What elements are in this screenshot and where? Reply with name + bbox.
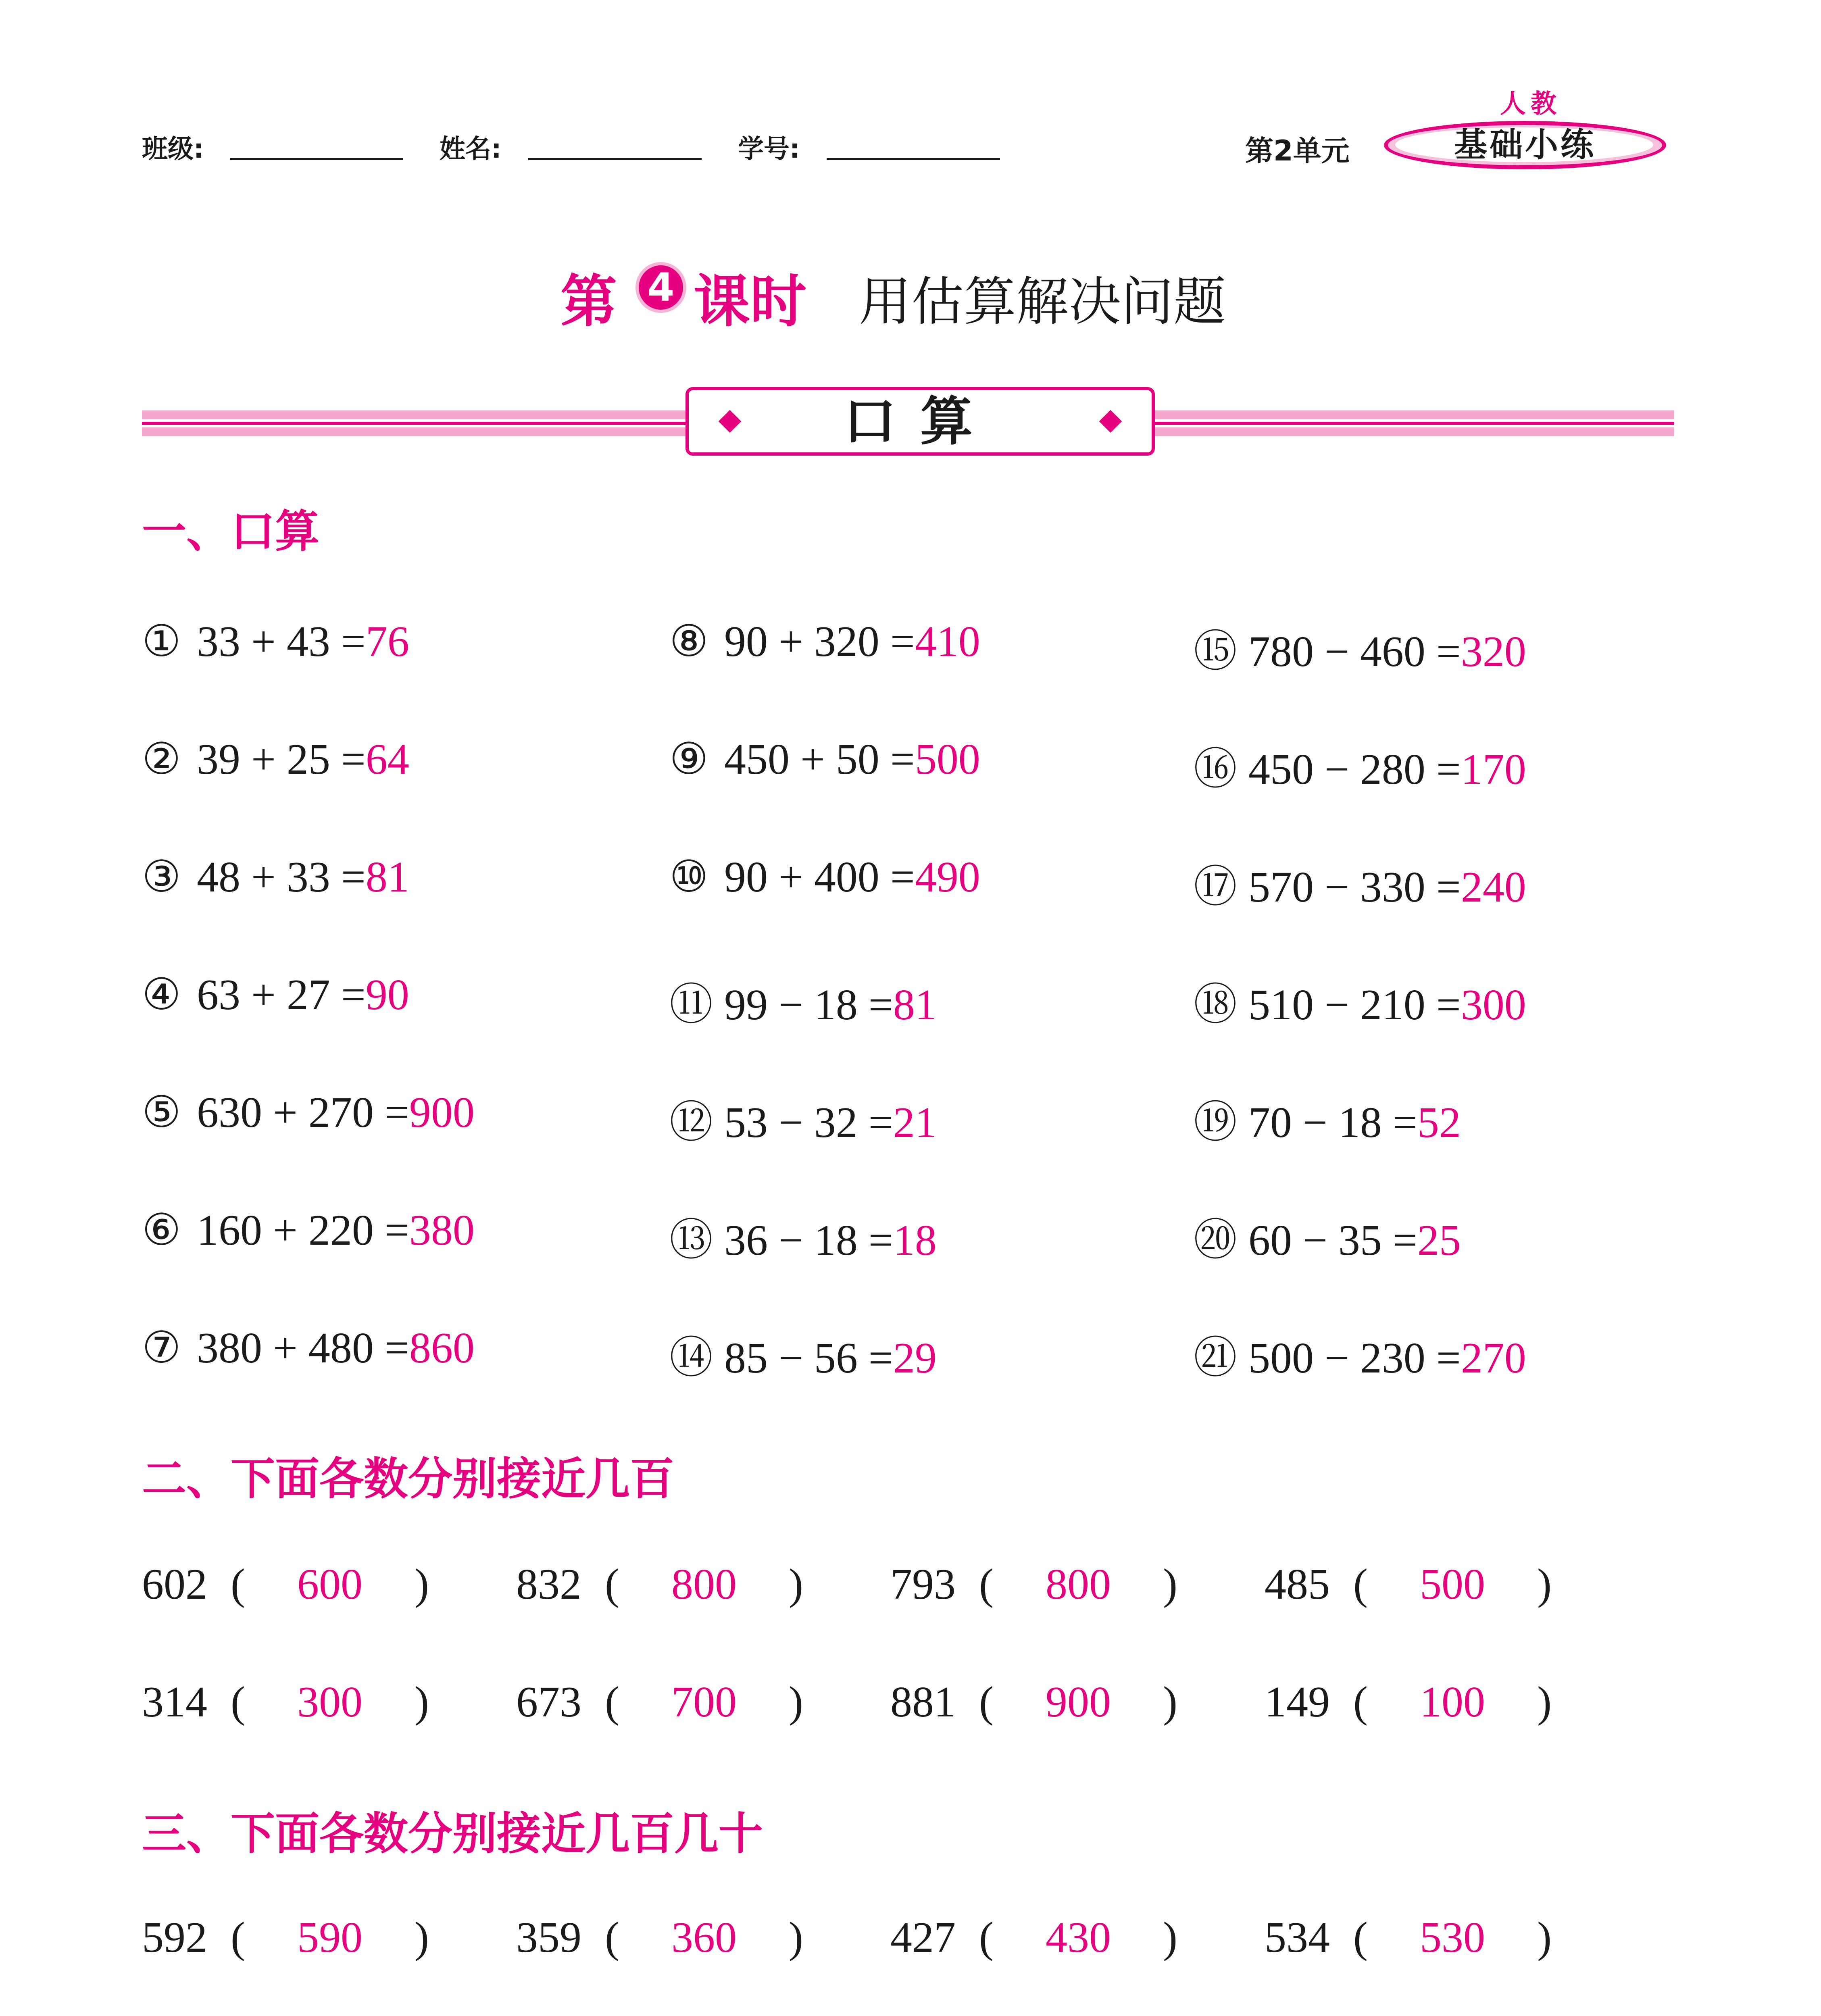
answer[interactable]: 81 <box>893 981 937 1029</box>
arithmetic-item <box>669 1322 937 1385</box>
left-paren: ( <box>605 1914 619 1962</box>
arithmetic-item <box>1194 734 1526 796</box>
question: 450 − 280 = <box>1248 746 1461 793</box>
item-index: ⑫ <box>669 1099 713 1147</box>
answer[interactable]: 500 <box>915 735 980 783</box>
name-field[interactable] <box>528 134 702 160</box>
right-paren: ) <box>788 1914 803 1962</box>
approximation-item <box>1265 1913 1552 1963</box>
number: 832 <box>516 1560 581 1608</box>
arithmetic-item <box>1194 1322 1526 1385</box>
class-field[interactable] <box>230 134 403 160</box>
left-paren: ( <box>1353 1678 1368 1726</box>
question: 90 + 320 = <box>724 618 915 666</box>
answer[interactable]: 18 <box>893 1216 937 1264</box>
answer-blank[interactable]: 800 <box>1045 1560 1111 1608</box>
question: 33 + 43 = <box>197 618 366 666</box>
left-paren: ( <box>231 1560 245 1608</box>
question: 36 − 18 = <box>724 1216 893 1264</box>
item-index: ⑪ <box>669 981 713 1029</box>
arithmetic-item <box>669 616 980 667</box>
question: 39 + 25 = <box>197 735 366 783</box>
answer[interactable]: 300 <box>1461 981 1526 1029</box>
left-paren: ( <box>979 1560 994 1608</box>
number: 592 <box>142 1914 207 1962</box>
answer[interactable]: 52 <box>1417 1099 1461 1147</box>
item-index: ⑯ <box>1194 746 1238 793</box>
class-label: 班级: <box>142 134 204 164</box>
answer-blank[interactable]: 590 <box>297 1914 363 1962</box>
arithmetic-item <box>142 1205 475 1256</box>
answer[interactable]: 25 <box>1417 1216 1461 1264</box>
number: 881 <box>890 1678 956 1726</box>
question: 90 + 400 = <box>724 853 915 901</box>
right-paren: ) <box>1163 1678 1177 1726</box>
item-index: ① <box>142 618 181 666</box>
answer[interactable]: 860 <box>409 1324 475 1372</box>
question: 780 − 460 = <box>1248 628 1461 676</box>
lesson-prefix: 第 <box>560 269 617 335</box>
student-number-label: 学号: <box>738 134 800 164</box>
question: 160 + 220 = <box>197 1206 409 1254</box>
lesson-topic: 用估算解决问题 <box>859 271 1226 332</box>
lesson-number-badge: 4 <box>635 262 686 313</box>
question: 570 − 330 = <box>1248 863 1461 911</box>
item-index: ⑨ <box>669 735 708 783</box>
approximation-item <box>516 1677 803 1727</box>
approximation-item <box>1265 1560 1552 1610</box>
item-index: ③ <box>142 853 181 901</box>
left-paren: ( <box>605 1560 619 1608</box>
question: 510 − 210 = <box>1248 981 1461 1029</box>
approximation-item <box>890 1677 1177 1727</box>
answer[interactable]: 410 <box>915 618 980 666</box>
item-index: ⑳ <box>1194 1216 1238 1264</box>
arithmetic-item <box>142 734 409 785</box>
answer-blank[interactable]: 430 <box>1045 1914 1111 1962</box>
left-paren: ( <box>979 1914 994 1962</box>
arithmetic-item <box>669 734 980 785</box>
left-paren: ( <box>605 1678 619 1726</box>
number: 534 <box>1265 1914 1330 1962</box>
left-paren: ( <box>231 1678 245 1726</box>
approximation-item <box>890 1913 1177 1963</box>
left-paren: ( <box>979 1678 994 1726</box>
answer-blank[interactable]: 100 <box>1419 1678 1485 1726</box>
item-index: ⑬ <box>669 1216 713 1264</box>
answer[interactable]: 270 <box>1461 1334 1526 1382</box>
arithmetic-item <box>142 969 409 1020</box>
answer[interactable]: 21 <box>893 1099 937 1147</box>
arithmetic-item <box>142 616 409 667</box>
answer-blank[interactable]: 530 <box>1419 1914 1485 1962</box>
section-1-title: 一、口算 <box>142 506 319 557</box>
question: 70 − 18 = <box>1248 1099 1417 1147</box>
arithmetic-item <box>669 852 980 902</box>
right-paren: ) <box>788 1678 803 1726</box>
answer[interactable]: 320 <box>1461 628 1526 676</box>
name-label: 姓名: <box>440 134 502 164</box>
arithmetic-item <box>1194 1205 1461 1267</box>
item-index: ⑦ <box>142 1324 181 1372</box>
arithmetic-item <box>669 1205 937 1267</box>
brand-publisher: 人教 <box>1500 89 1561 119</box>
lesson-suffix: 课时 <box>694 269 807 335</box>
answer-blank[interactable]: 500 <box>1419 1560 1485 1608</box>
right-paren: ) <box>1537 1560 1552 1608</box>
unit-label: 第2单元 <box>1245 134 1350 167</box>
item-index: ④ <box>142 971 181 1019</box>
answer[interactable]: 81 <box>365 853 409 901</box>
question: 450 + 50 = <box>724 735 915 783</box>
left-paren: ( <box>1353 1914 1368 1962</box>
number: 359 <box>516 1914 581 1962</box>
approximation-item <box>142 1677 429 1727</box>
answer-blank[interactable]: 600 <box>297 1560 363 1608</box>
answer-blank[interactable]: 360 <box>671 1914 737 1962</box>
approximation-item <box>142 1560 429 1610</box>
item-index: ⑰ <box>1194 863 1238 911</box>
question: 63 + 27 = <box>197 971 366 1019</box>
number: 673 <box>516 1678 581 1726</box>
arithmetic-item <box>1194 1087 1461 1150</box>
answer-blank[interactable]: 900 <box>1045 1678 1111 1726</box>
arithmetic-item <box>1194 969 1526 1032</box>
right-paren: ) <box>414 1560 429 1608</box>
question: 99 − 18 = <box>724 981 893 1029</box>
right-paren: ) <box>1537 1914 1552 1962</box>
answer[interactable]: 64 <box>365 735 409 783</box>
right-paren: ) <box>1163 1914 1177 1962</box>
answer-blank[interactable]: 700 <box>671 1678 737 1726</box>
number: 427 <box>890 1914 956 1962</box>
answer[interactable]: 76 <box>365 618 409 666</box>
number: 314 <box>142 1678 207 1726</box>
right-paren: ) <box>788 1560 803 1608</box>
item-index: ⑭ <box>669 1334 713 1382</box>
item-index: ⑲ <box>1194 1099 1238 1147</box>
answer[interactable]: 29 <box>893 1334 937 1382</box>
arithmetic-item <box>142 1322 475 1373</box>
arithmetic-item <box>669 969 937 1032</box>
left-paren: ( <box>1353 1560 1368 1608</box>
item-index: ⑩ <box>669 853 708 901</box>
arithmetic-item <box>142 1087 475 1138</box>
answer[interactable]: 240 <box>1461 863 1526 911</box>
item-index: ⑧ <box>669 618 708 666</box>
approximation-item <box>516 1560 803 1610</box>
student-number-field[interactable] <box>827 134 1000 160</box>
number: 793 <box>890 1560 956 1608</box>
item-index: ⑱ <box>1194 981 1238 1029</box>
item-index: ㉑ <box>1194 1334 1238 1382</box>
question: 53 − 32 = <box>724 1099 893 1147</box>
question: 380 + 480 = <box>197 1324 409 1372</box>
number: 485 <box>1265 1560 1330 1608</box>
arithmetic-item <box>1194 852 1526 914</box>
answer[interactable]: 170 <box>1461 746 1526 793</box>
banner-title: 口算 <box>843 391 997 452</box>
answer[interactable]: 490 <box>915 853 980 901</box>
question: 60 − 35 = <box>1248 1216 1417 1264</box>
arithmetic-item <box>1194 616 1526 679</box>
item-index: ⑮ <box>1194 628 1238 676</box>
arithmetic-item <box>669 1087 937 1150</box>
left-paren: ( <box>231 1914 245 1962</box>
brand-name: 基础小练 <box>1454 126 1596 164</box>
number: 149 <box>1265 1678 1330 1726</box>
answer-blank[interactable]: 800 <box>671 1560 737 1608</box>
answer[interactable]: 380 <box>409 1206 475 1254</box>
item-index: ⑥ <box>142 1206 181 1254</box>
question: 630 + 270 = <box>197 1089 409 1137</box>
answer[interactable]: 90 <box>365 971 409 1019</box>
number: 602 <box>142 1560 207 1608</box>
right-paren: ) <box>1537 1678 1552 1726</box>
approximation-item <box>142 1913 429 1963</box>
question: 500 − 230 = <box>1248 1334 1461 1382</box>
section-2-title: 二、下面各数分别接近几百 <box>142 1453 674 1505</box>
approximation-item <box>1265 1677 1552 1727</box>
approximation-item <box>516 1913 803 1963</box>
right-paren: ) <box>414 1678 429 1726</box>
question: 85 − 56 = <box>724 1334 893 1382</box>
answer-blank[interactable]: 300 <box>297 1678 363 1726</box>
right-paren: ) <box>414 1914 429 1962</box>
question: 48 + 33 = <box>197 853 366 901</box>
answer[interactable]: 900 <box>409 1089 475 1137</box>
approximation-item <box>890 1560 1177 1610</box>
item-index: ⑤ <box>142 1089 181 1137</box>
section-3-title: 三、下面各数分别接近几百几十 <box>142 1808 763 1860</box>
right-paren: ) <box>1163 1560 1177 1608</box>
item-index: ② <box>142 735 181 783</box>
arithmetic-item <box>142 852 409 902</box>
